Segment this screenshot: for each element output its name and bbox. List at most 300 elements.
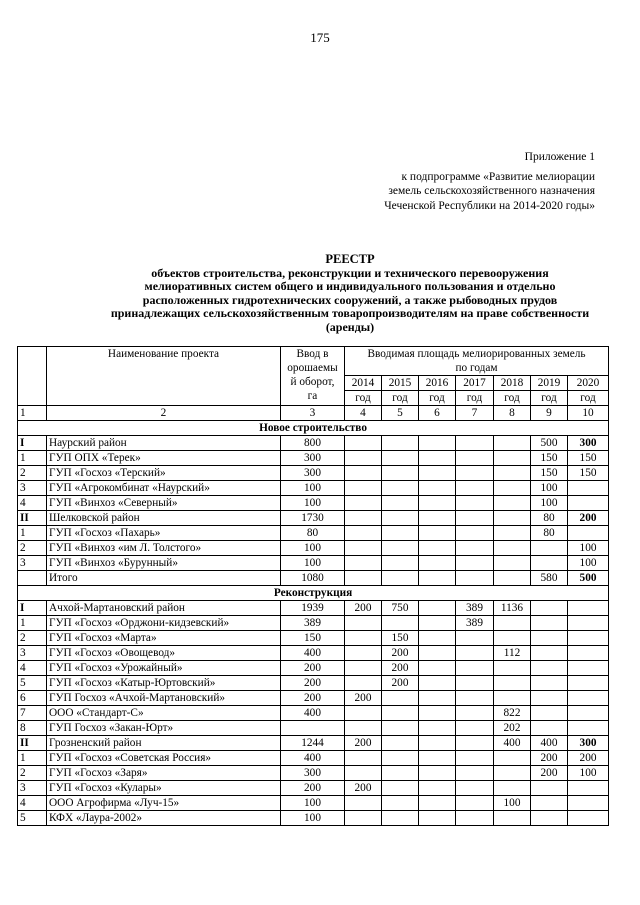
col-number-cell: 5 bbox=[382, 406, 419, 421]
year-value-cell bbox=[382, 571, 419, 586]
table-row bbox=[18, 751, 609, 766]
register-heading bbox=[60, 253, 640, 334]
year-cell: 2015 bbox=[382, 376, 419, 391]
input-area-cell: 100 bbox=[281, 496, 345, 511]
year-value-cell bbox=[568, 631, 609, 646]
year-value-cell: 150 bbox=[568, 466, 609, 481]
year-value-cell bbox=[419, 541, 456, 556]
header-input-cell bbox=[281, 347, 345, 406]
year-value-cell bbox=[456, 526, 494, 541]
table-row bbox=[18, 796, 609, 811]
district-row bbox=[18, 436, 609, 451]
year-value-cell bbox=[419, 616, 456, 631]
col-number-cell: 6 bbox=[419, 406, 456, 421]
page-number: 175 bbox=[310, 30, 330, 45]
year-value-cell: 200 bbox=[345, 691, 382, 706]
heading-line: объектов строительства, реконструкции и технического перевооружения bbox=[151, 265, 549, 280]
year-value-cell bbox=[345, 631, 382, 646]
year-value-cell bbox=[456, 466, 494, 481]
year-value-cell bbox=[419, 646, 456, 661]
year-cell: 2016 bbox=[419, 376, 456, 391]
year-unit-cell: год bbox=[568, 391, 609, 406]
row-number-cell: 2 bbox=[18, 541, 47, 556]
year-value-cell bbox=[382, 691, 419, 706]
year-value-cell bbox=[345, 571, 382, 586]
year-value-cell bbox=[531, 796, 568, 811]
year-value-cell bbox=[456, 556, 494, 571]
year-value-cell: 200 bbox=[345, 736, 382, 751]
year-value-cell bbox=[382, 736, 419, 751]
year-value-cell: 400 bbox=[531, 736, 568, 751]
year-value-cell bbox=[345, 436, 382, 451]
year-value-cell bbox=[456, 436, 494, 451]
year-value-cell: 200 bbox=[531, 766, 568, 781]
year-value-cell bbox=[345, 766, 382, 781]
col-number-cell: 9 bbox=[531, 406, 568, 421]
year-value-cell bbox=[456, 631, 494, 646]
project-name-cell: ГУП «Госхоз «Терский» bbox=[47, 466, 281, 481]
year-value-cell bbox=[345, 496, 382, 511]
year-value-cell bbox=[345, 481, 382, 496]
table-row bbox=[18, 676, 609, 691]
year-value-cell bbox=[568, 721, 609, 736]
table-row bbox=[18, 811, 609, 826]
header-area-cell bbox=[345, 347, 609, 376]
year-value-cell bbox=[419, 736, 456, 751]
year-cell: 2020 bbox=[568, 376, 609, 391]
year-value-cell bbox=[382, 796, 419, 811]
year-value-cell: 200 bbox=[345, 601, 382, 616]
year-value-cell bbox=[382, 706, 419, 721]
project-name-cell: ГУП «Винхоз «им Л. Толстого» bbox=[47, 541, 281, 556]
year-value-cell: 100 bbox=[568, 766, 609, 781]
year-value-cell bbox=[382, 541, 419, 556]
row-number-cell: II bbox=[18, 736, 47, 751]
year-value-cell bbox=[568, 661, 609, 676]
year-value-cell bbox=[345, 811, 382, 826]
row-number-cell: I bbox=[18, 601, 47, 616]
input-area-cell: 1244 bbox=[281, 736, 345, 751]
year-value-cell: 150 bbox=[531, 451, 568, 466]
year-value-cell bbox=[456, 706, 494, 721]
year-value-cell bbox=[419, 721, 456, 736]
year-value-cell bbox=[456, 691, 494, 706]
heading-line: принадлежащих сельскохозяйственным товаропроизводителям на праве собственности bbox=[110, 306, 590, 320]
year-value-cell bbox=[419, 601, 456, 616]
year-value-cell: 389 bbox=[456, 616, 494, 631]
table-row bbox=[18, 721, 609, 736]
project-name-cell: ГУП «Госхоз «Кулары» bbox=[47, 781, 281, 796]
year-value-cell: 1136 bbox=[494, 601, 531, 616]
year-value-cell: 500 bbox=[568, 571, 609, 586]
table-row bbox=[18, 481, 609, 496]
row-number-cell: II bbox=[18, 511, 47, 526]
year-value-cell bbox=[419, 571, 456, 586]
table-row bbox=[18, 466, 609, 481]
year-value-cell: 750 bbox=[382, 601, 419, 616]
year-value-cell bbox=[494, 676, 531, 691]
row-number-cell: 4 bbox=[18, 661, 47, 676]
year-value-cell bbox=[382, 616, 419, 631]
input-area-cell: 300 bbox=[281, 766, 345, 781]
row-number-cell: 1 bbox=[18, 451, 47, 466]
year-cell: 2014 bbox=[345, 376, 382, 391]
year-value-cell bbox=[456, 511, 494, 526]
table-row bbox=[18, 556, 609, 571]
year-value-cell bbox=[345, 676, 382, 691]
project-name-cell: ГУП ОПХ «Терек» bbox=[47, 451, 281, 466]
year-value-cell bbox=[494, 481, 531, 496]
table-row bbox=[18, 646, 609, 661]
input-area-cell: 1080 bbox=[281, 571, 345, 586]
appendix-line: земель сельскохозяйственного назначения bbox=[388, 185, 595, 197]
year-value-cell bbox=[419, 751, 456, 766]
appendix-block bbox=[384, 150, 595, 213]
year-value-cell: 389 bbox=[456, 601, 494, 616]
year-value-cell bbox=[494, 436, 531, 451]
table-row bbox=[18, 526, 609, 541]
year-value-cell: 200 bbox=[382, 676, 419, 691]
project-name-cell: ООО «Стандарт-С» bbox=[47, 706, 281, 721]
year-value-cell: 200 bbox=[568, 511, 609, 526]
row-number-cell: 5 bbox=[18, 676, 47, 691]
year-value-cell bbox=[494, 466, 531, 481]
year-value-cell bbox=[531, 676, 568, 691]
year-value-cell bbox=[456, 721, 494, 736]
row-number-cell: 8 bbox=[18, 721, 47, 736]
year-value-cell bbox=[345, 526, 382, 541]
header-row bbox=[18, 347, 609, 376]
row-number-cell: 3 bbox=[18, 781, 47, 796]
year-value-cell: 100 bbox=[568, 556, 609, 571]
year-value-cell bbox=[568, 616, 609, 631]
table-row bbox=[18, 631, 609, 646]
year-value-cell: 202 bbox=[494, 721, 531, 736]
year-value-cell bbox=[345, 661, 382, 676]
year-value-cell: 500 bbox=[531, 436, 568, 451]
input-area-cell: 200 bbox=[281, 661, 345, 676]
year-value-cell bbox=[568, 691, 609, 706]
project-name-cell: ГУП «Госхоз «Урожайный» bbox=[47, 661, 281, 676]
row-number-cell: 5 bbox=[18, 811, 47, 826]
year-value-cell: 580 bbox=[531, 571, 568, 586]
input-area-cell: 100 bbox=[281, 796, 345, 811]
year-value-cell bbox=[456, 661, 494, 676]
input-area-cell: 100 bbox=[281, 481, 345, 496]
year-value-cell bbox=[345, 556, 382, 571]
year-value-cell bbox=[382, 751, 419, 766]
year-value-cell: 100 bbox=[531, 481, 568, 496]
year-cell: 2017 bbox=[456, 376, 494, 391]
year-value-cell: 300 bbox=[568, 436, 609, 451]
project-name-cell: КФХ «Лаура-2002» bbox=[47, 811, 281, 826]
project-name-cell: ГУП «Госхоз «Заря» bbox=[47, 766, 281, 781]
input-area-cell: 389 bbox=[281, 616, 345, 631]
year-value-cell bbox=[456, 571, 494, 586]
input-area-cell: 800 bbox=[281, 436, 345, 451]
year-value-cell bbox=[419, 526, 456, 541]
input-area-cell: 80 bbox=[281, 526, 345, 541]
project-name-cell: Шелковской район bbox=[47, 511, 281, 526]
year-unit-cell: год bbox=[494, 391, 531, 406]
year-unit-cell: год bbox=[419, 391, 456, 406]
year-value-cell bbox=[419, 451, 456, 466]
year-value-cell bbox=[419, 631, 456, 646]
year-value-cell bbox=[419, 661, 456, 676]
year-value-cell bbox=[382, 766, 419, 781]
project-name-cell: ГУП «Госхоз «Советская Россия» bbox=[47, 751, 281, 766]
year-value-cell bbox=[494, 541, 531, 556]
year-unit-cell: год bbox=[345, 391, 382, 406]
table-row bbox=[18, 661, 609, 676]
register-title: РЕЕСТР bbox=[325, 252, 375, 266]
year-value-cell bbox=[419, 781, 456, 796]
heading-line: расположенных гидротехнических сооружений, а также рыбоводных прудов bbox=[142, 292, 558, 307]
row-number-cell: 1 bbox=[18, 751, 47, 766]
year-value-cell bbox=[568, 496, 609, 511]
year-value-cell bbox=[568, 811, 609, 826]
year-value-cell bbox=[494, 691, 531, 706]
appendix-line: к подпрограмме «Развитие мелиорации bbox=[401, 170, 595, 183]
year-value-cell bbox=[568, 646, 609, 661]
project-name-cell: Итого bbox=[47, 571, 281, 586]
row-number-cell: 4 bbox=[18, 496, 47, 511]
project-name-cell: ГУП «Госхоз «Овощевод» bbox=[47, 646, 281, 661]
header-area-line: Вводимая площадь мелиорированных земель bbox=[367, 348, 586, 360]
year-value-cell bbox=[382, 466, 419, 481]
year-value-cell bbox=[531, 541, 568, 556]
year-cell: 2018 bbox=[494, 376, 531, 391]
table-row bbox=[18, 781, 609, 796]
section-header-row bbox=[18, 421, 609, 436]
year-value-cell bbox=[494, 811, 531, 826]
year-value-cell bbox=[456, 766, 494, 781]
table-row bbox=[18, 766, 609, 781]
year-value-cell bbox=[494, 661, 531, 676]
year-value-cell bbox=[345, 451, 382, 466]
year-value-cell: 300 bbox=[568, 736, 609, 751]
year-value-cell bbox=[382, 781, 419, 796]
year-value-cell bbox=[456, 496, 494, 511]
year-value-cell: 200 bbox=[345, 781, 382, 796]
year-value-cell bbox=[494, 751, 531, 766]
year-value-cell bbox=[568, 781, 609, 796]
year-value-cell bbox=[345, 706, 382, 721]
table-row bbox=[18, 496, 609, 511]
year-value-cell bbox=[494, 781, 531, 796]
year-value-cell bbox=[531, 646, 568, 661]
input-area-cell: 300 bbox=[281, 466, 345, 481]
year-value-cell bbox=[531, 661, 568, 676]
section-title: Реконструкция bbox=[18, 586, 609, 601]
project-name-cell: ГУП Госхоз «Ачхой-Мартановский» bbox=[47, 691, 281, 706]
input-area-cell: 100 bbox=[281, 556, 345, 571]
district-row bbox=[18, 511, 609, 526]
year-value-cell bbox=[382, 496, 419, 511]
row-number-cell: 3 bbox=[18, 556, 47, 571]
year-value-cell bbox=[456, 646, 494, 661]
year-value-cell bbox=[419, 511, 456, 526]
input-area-cell: 150 bbox=[281, 631, 345, 646]
row-number-cell: 3 bbox=[18, 646, 47, 661]
input-area-cell: 400 bbox=[281, 646, 345, 661]
year-cell: 2019 bbox=[531, 376, 568, 391]
year-value-cell: 200 bbox=[568, 751, 609, 766]
col-number-cell: 7 bbox=[456, 406, 494, 421]
year-value-cell bbox=[494, 556, 531, 571]
year-value-cell: 80 bbox=[531, 511, 568, 526]
project-name-cell: ГУП «Госхоз «Катыр-Юртовский» bbox=[47, 676, 281, 691]
year-value-cell bbox=[382, 436, 419, 451]
input-area-cell: 300 bbox=[281, 451, 345, 466]
year-value-cell bbox=[494, 616, 531, 631]
year-value-cell bbox=[382, 511, 419, 526]
year-value-cell bbox=[345, 511, 382, 526]
project-name-cell: ГУП «Винхоз «Бурунный» bbox=[47, 556, 281, 571]
year-value-cell bbox=[456, 811, 494, 826]
year-value-cell bbox=[345, 751, 382, 766]
row-number-cell: 2 bbox=[18, 766, 47, 781]
year-value-cell bbox=[494, 631, 531, 646]
year-value-cell bbox=[456, 781, 494, 796]
year-value-cell bbox=[345, 646, 382, 661]
register-table bbox=[17, 346, 609, 826]
year-value-cell bbox=[531, 631, 568, 646]
year-value-cell: 150 bbox=[531, 466, 568, 481]
table-row bbox=[18, 691, 609, 706]
year-value-cell bbox=[456, 676, 494, 691]
col-number-cell: 2 bbox=[47, 406, 281, 421]
year-value-cell bbox=[494, 571, 531, 586]
project-name-cell: Ачхой-Мартановский район bbox=[47, 601, 281, 616]
year-value-cell: 80 bbox=[531, 526, 568, 541]
row-number-cell: 3 bbox=[18, 481, 47, 496]
year-value-cell bbox=[419, 466, 456, 481]
year-value-cell bbox=[419, 706, 456, 721]
year-value-cell bbox=[531, 811, 568, 826]
year-value-cell bbox=[531, 706, 568, 721]
project-name-cell: ГУП «Госхоз «Марта» bbox=[47, 631, 281, 646]
year-value-cell bbox=[531, 691, 568, 706]
year-value-cell: 200 bbox=[382, 646, 419, 661]
year-value-cell bbox=[456, 736, 494, 751]
year-value-cell bbox=[345, 721, 382, 736]
year-value-cell bbox=[568, 481, 609, 496]
row-number-cell bbox=[18, 571, 47, 586]
total-row bbox=[18, 571, 609, 586]
year-value-cell bbox=[345, 616, 382, 631]
year-value-cell: 100 bbox=[494, 796, 531, 811]
input-area-cell: 200 bbox=[281, 691, 345, 706]
year-value-cell bbox=[568, 601, 609, 616]
row-number-cell: I bbox=[18, 436, 47, 451]
district-row bbox=[18, 736, 609, 751]
table-body bbox=[18, 347, 609, 826]
col-number-cell: 1 bbox=[18, 406, 47, 421]
row-number-cell: 1 bbox=[18, 616, 47, 631]
year-value-cell: 400 bbox=[494, 736, 531, 751]
input-area-cell: 1939 bbox=[281, 601, 345, 616]
year-value-cell bbox=[494, 766, 531, 781]
header-input-line: орошаемы bbox=[287, 362, 338, 374]
year-value-cell bbox=[456, 796, 494, 811]
year-value-cell bbox=[419, 796, 456, 811]
year-value-cell bbox=[456, 451, 494, 466]
year-value-cell bbox=[568, 676, 609, 691]
year-value-cell bbox=[531, 556, 568, 571]
project-name-cell: ГУП «Агрокомбинат «Наурский» bbox=[47, 481, 281, 496]
year-value-cell bbox=[382, 811, 419, 826]
project-name-cell: ГУП «Госхоз «Пахарь» bbox=[47, 526, 281, 541]
input-area-cell: 100 bbox=[281, 811, 345, 826]
year-value-cell bbox=[494, 496, 531, 511]
year-unit-cell: год bbox=[456, 391, 494, 406]
year-value-cell bbox=[419, 556, 456, 571]
year-value-cell bbox=[531, 721, 568, 736]
year-value-cell: 150 bbox=[568, 451, 609, 466]
year-value-cell: 112 bbox=[494, 646, 531, 661]
year-value-cell: 100 bbox=[531, 496, 568, 511]
table-row bbox=[18, 616, 609, 631]
column-number-row bbox=[18, 406, 609, 421]
year-value-cell bbox=[419, 691, 456, 706]
appendix-line: Чеченской Республики на 2014-2020 годы» bbox=[384, 199, 595, 212]
year-value-cell bbox=[531, 616, 568, 631]
project-name-cell: Наурский район bbox=[47, 436, 281, 451]
year-value-cell bbox=[382, 721, 419, 736]
year-value-cell bbox=[382, 556, 419, 571]
year-value-cell bbox=[494, 511, 531, 526]
input-area-cell: 200 bbox=[281, 676, 345, 691]
year-value-cell bbox=[494, 526, 531, 541]
project-name-cell: ГУП «Винхоз «Северный» bbox=[47, 496, 281, 511]
year-value-cell: 150 bbox=[382, 631, 419, 646]
project-name-cell: ООО Агрофирма «Луч-15» bbox=[47, 796, 281, 811]
col-number-cell: 4 bbox=[345, 406, 382, 421]
project-name-cell: Грозненский район bbox=[47, 736, 281, 751]
year-value-cell bbox=[568, 796, 609, 811]
header-input-line: й оборот, bbox=[290, 376, 335, 388]
project-name-cell: ГУП «Госхоз «Орджони-кидзевский» bbox=[47, 616, 281, 631]
input-area-cell: 400 bbox=[281, 751, 345, 766]
heading-line: (аренды) bbox=[325, 319, 375, 334]
year-value-cell bbox=[345, 796, 382, 811]
section-header-row bbox=[18, 586, 609, 601]
input-area-cell: 1730 bbox=[281, 511, 345, 526]
year-value-cell bbox=[568, 706, 609, 721]
district-row bbox=[18, 601, 609, 616]
section-title: Новое строительство bbox=[18, 421, 609, 436]
row-number-cell: 1 bbox=[18, 526, 47, 541]
year-value-cell bbox=[419, 811, 456, 826]
year-value-cell bbox=[494, 451, 531, 466]
row-number-cell: 4 bbox=[18, 796, 47, 811]
year-value-cell bbox=[531, 781, 568, 796]
input-area-cell bbox=[281, 721, 345, 736]
header-num-cell bbox=[18, 347, 47, 406]
row-number-cell: 2 bbox=[18, 466, 47, 481]
year-value-cell: 200 bbox=[382, 661, 419, 676]
project-name-cell: ГУП Госхоз «Закан-Юрт» bbox=[47, 721, 281, 736]
year-value-cell: 200 bbox=[531, 751, 568, 766]
row-number-cell: 7 bbox=[18, 706, 47, 721]
year-value-cell bbox=[419, 496, 456, 511]
table-row bbox=[18, 541, 609, 556]
header-input-line: Ввод в bbox=[296, 348, 329, 360]
col-number-cell: 8 bbox=[494, 406, 531, 421]
year-value-cell bbox=[345, 541, 382, 556]
year-value-cell bbox=[568, 526, 609, 541]
